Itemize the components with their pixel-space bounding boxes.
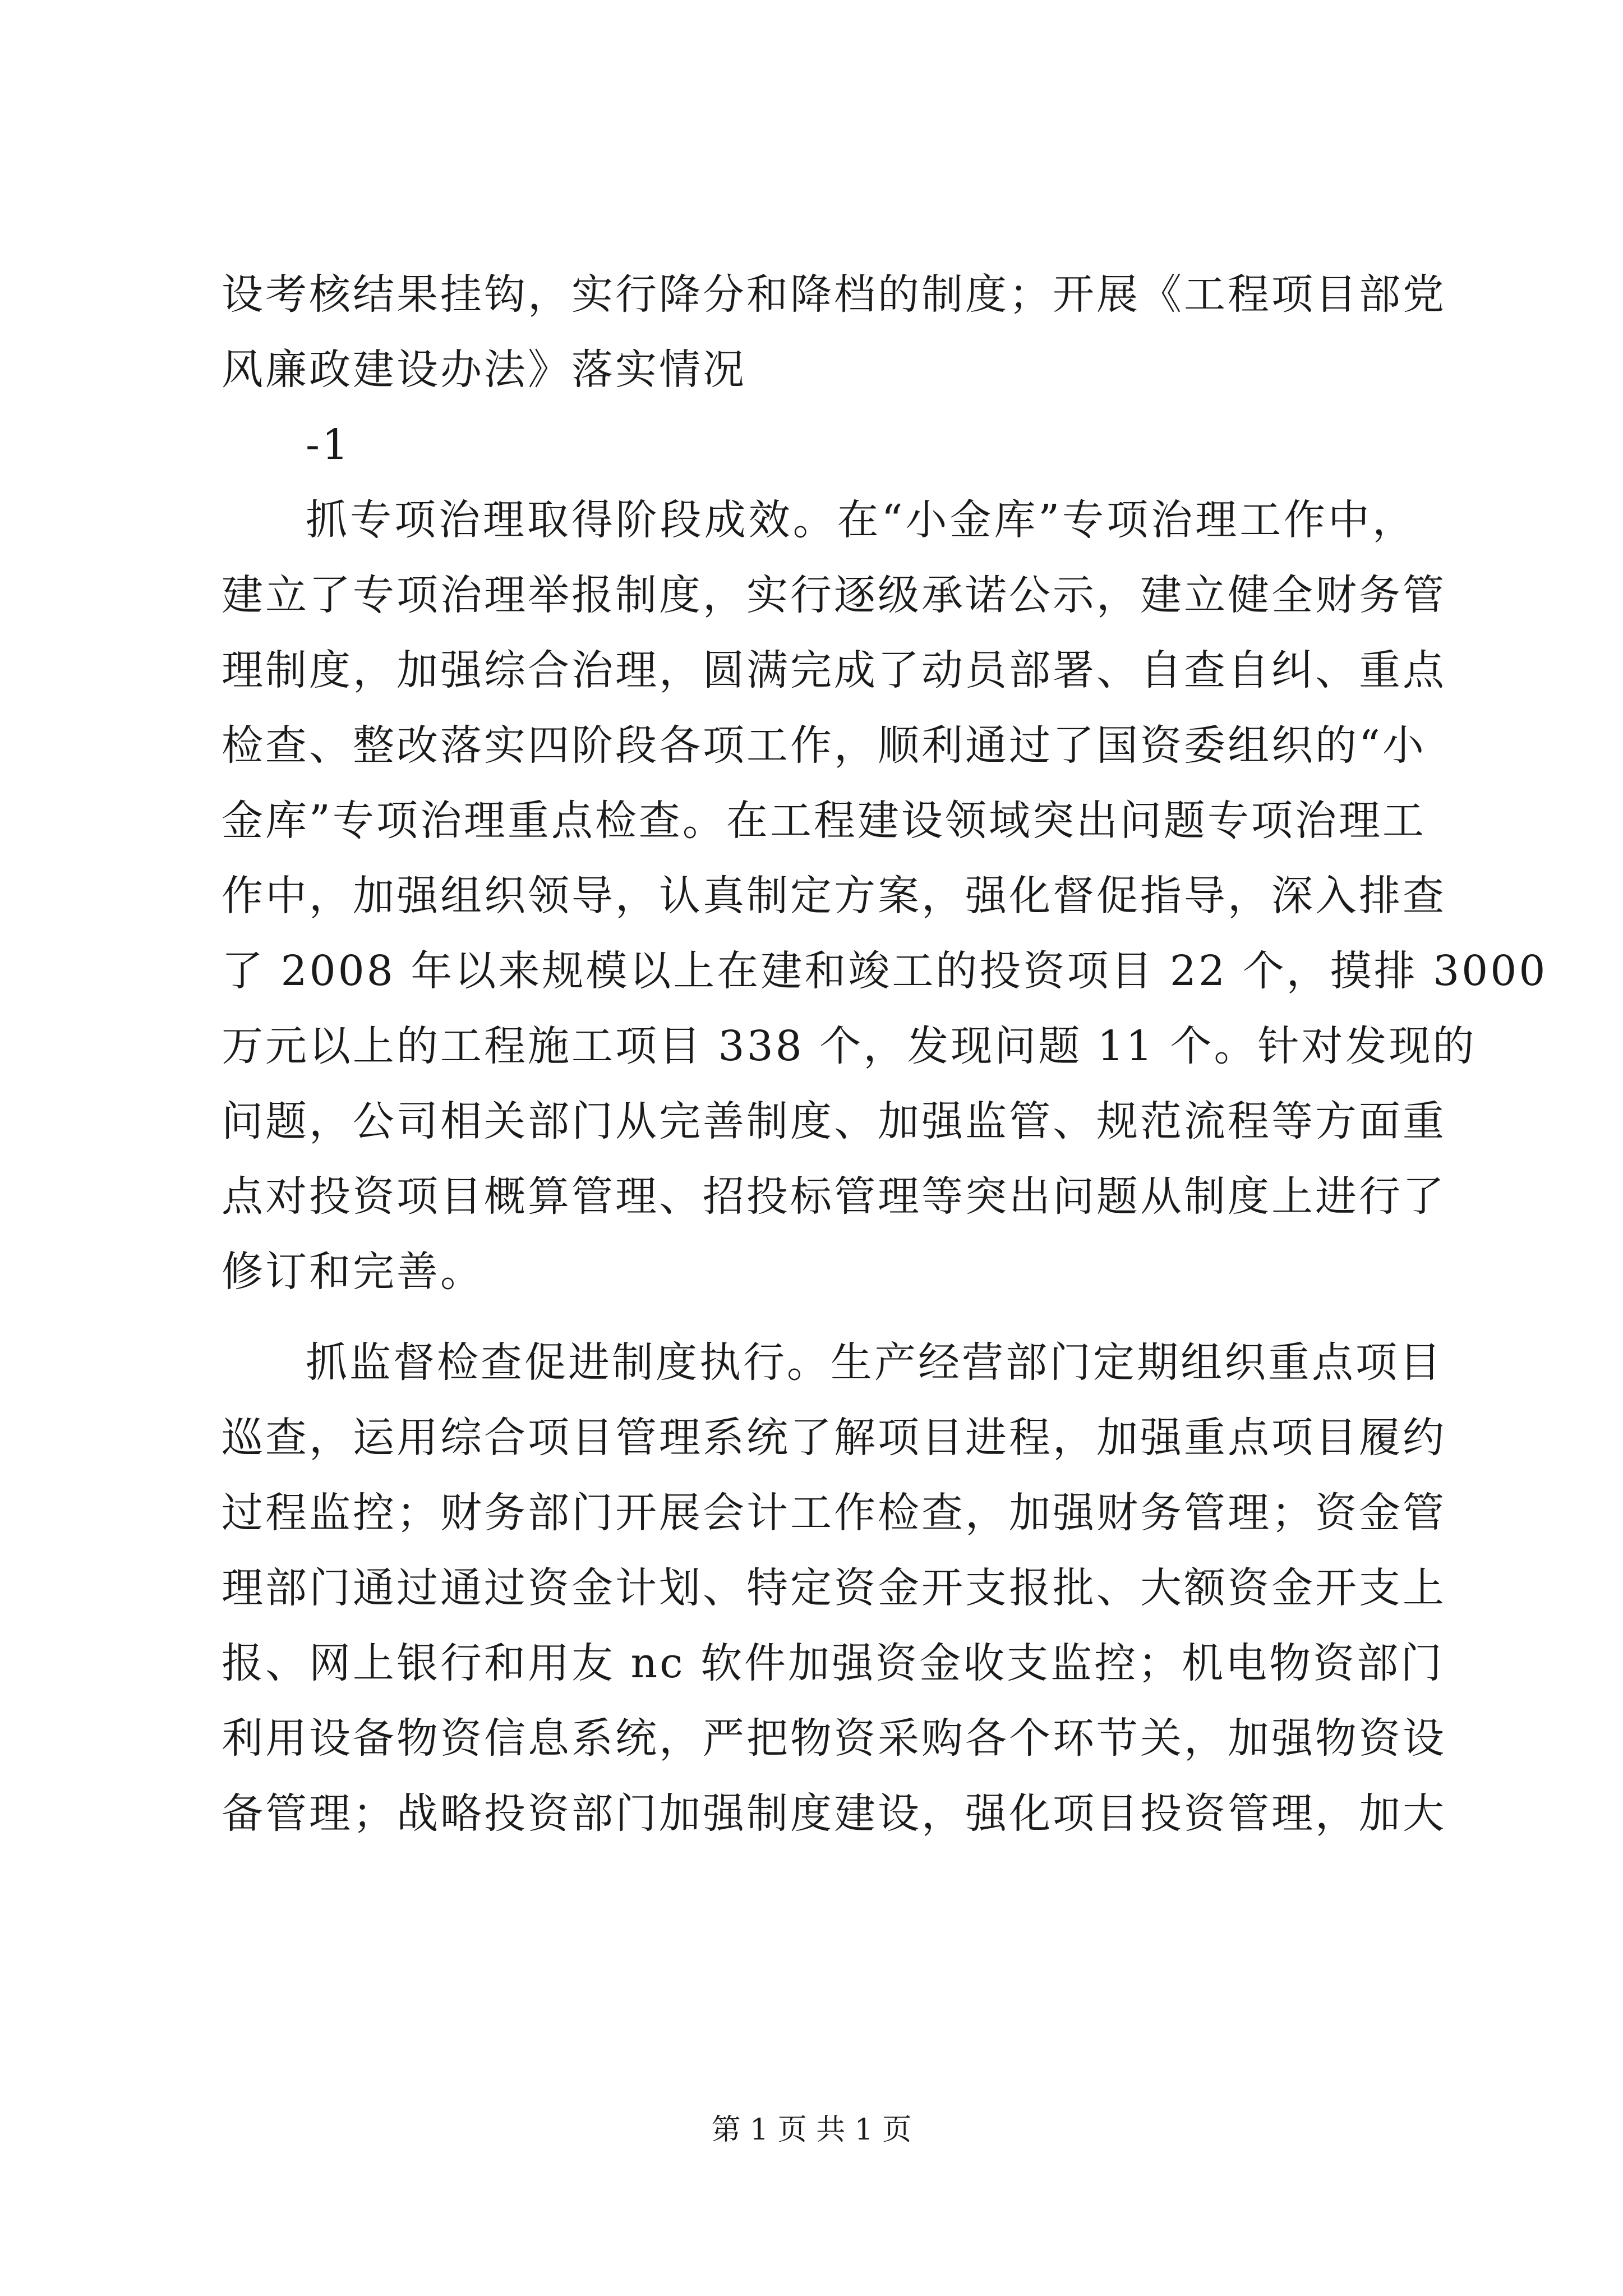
text-line: 抓监督检查促进制度执行。生产经营部门定期组织重点项目 <box>306 1338 1443 1387</box>
text-line: 理制度，加强综合治理，圆满完成了动员部署、自查自纠、重点 <box>222 646 1446 694</box>
text-line: 问题，公司相关部门从完善制度、加强监管、规范流程等方面重 <box>222 1097 1446 1145</box>
text-line: 理部门通过通过资金计划、特定资金开支报批、大额资金开支上 <box>222 1564 1446 1612</box>
document-body <box>222 257 1548 1851</box>
text-line: 设考核结果挂钩，实行降分和降档的制度；开展《工程项目部党 <box>222 270 1446 319</box>
text-line: 备管理；战略投资部门加强制度建设，强化项目投资管理，加大 <box>222 1789 1446 1838</box>
list-marker: -1 <box>306 421 351 469</box>
text-line: 作中，加强组织领导，认真制定方案，强化督促指导，深入排查 <box>222 872 1446 920</box>
text-line: 检查、整改落实四阶段各项工作，顺利通过了国资委组织的“小 <box>222 721 1426 770</box>
text-line: 利用设备物资信息系统，严把物资采购各个环节关，加强物资设 <box>222 1714 1446 1763</box>
text-line: 修订和完善。 <box>222 1248 484 1296</box>
fragment-paragraph <box>222 257 1446 407</box>
text-line: 了 2008 年以来规模以上在建和竣工的投资项目 22 个，摸排 3000 <box>222 947 1548 995</box>
text-line: 风廉政建设办法》落实情况 <box>222 346 746 394</box>
paragraph-supervision <box>222 1325 1446 1851</box>
text-line: 抓专项治理取得阶段成效。在“小金库”专项治理工作中， <box>306 496 1416 544</box>
text-line: 金库”专项治理重点检查。在工程建设领域突出问题专项治理工 <box>222 797 1426 845</box>
text-line: 巡查，运用综合项目管理系统了解项目进程，加强重点项目履约 <box>222 1414 1446 1462</box>
text-line: 建立了专项治理举报制度，实行逐级承诺公示，建立健全财务管 <box>222 571 1446 619</box>
text-line: 过程监控；财务部门开展会计工作检查，加强财务管理；资金管 <box>222 1489 1446 1537</box>
paragraph-spacer <box>222 1309 1416 1325</box>
paragraph-special-governance <box>222 482 1548 1309</box>
text-line: 万元以上的工程施工项目 338 个，发现问题 11 个。针对发现的 <box>222 1022 1477 1070</box>
text-line: 报、网上银行和用友 nc 软件加强资金收支监控；机电物资部门 <box>222 1639 1445 1687</box>
text-line: 点对投资项目概算管理、招投标管理等突出问题从制度上进行了 <box>222 1172 1446 1221</box>
page-number-footer: 第 1 页 共 1 页 <box>711 2113 912 2147</box>
